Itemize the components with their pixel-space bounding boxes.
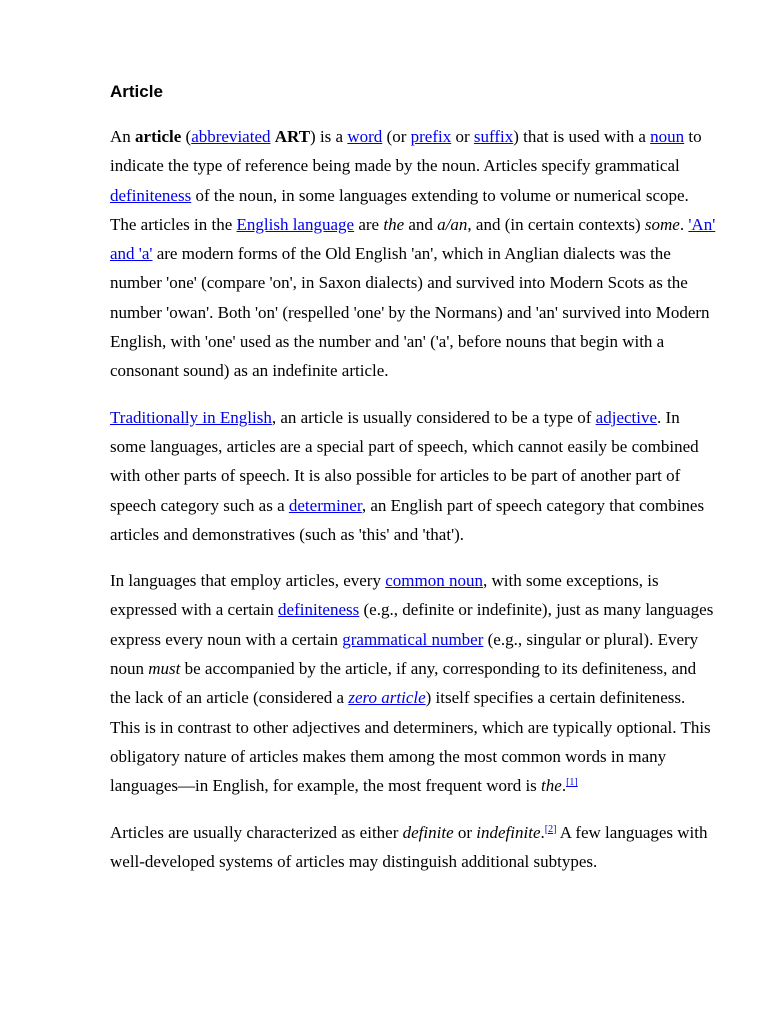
text-run: to indicate the type of reference being made by the noun. Articles specify grammatical [110, 127, 702, 176]
text-run: In languages that employ articles, every [110, 571, 386, 591]
link-definiteness[interactable]: definiteness [278, 600, 360, 620]
text-run: . In some languages, articles are a special part of speech, which cannot easily be combined with other parts of speech. It is also possible for articles to be part of another part of speech category such as a [110, 407, 699, 515]
link-suffix[interactable]: suffix [473, 127, 514, 146]
paragraph-1 [110, 122, 716, 386]
link-noun[interactable]: noun [650, 127, 685, 146]
link-definiteness[interactable]: definiteness [110, 185, 192, 205]
text-run: be accompanied by the article, if any, corresponding to its definiteness, and the lack of an article (considered a [110, 659, 697, 708]
text-run: ) that is used with a [513, 127, 651, 146]
text-run: ) is a [310, 127, 348, 146]
link-zero-article[interactable] [348, 688, 425, 707]
text-run: , an article is usually considered to be a type of [271, 407, 596, 427]
link-determiner[interactable]: determiner [288, 495, 362, 515]
page-title: Article [110, 82, 163, 101]
italic-the: the [383, 214, 405, 234]
link-common-noun[interactable]: common noun [385, 571, 483, 591]
citation-link-2[interactable]: [2] [544, 823, 557, 835]
italic-zero-article: zero article [348, 688, 426, 708]
italic-the: the [541, 776, 562, 796]
text-run: An [110, 127, 136, 146]
paragraph-4 [110, 818, 716, 877]
text-run: . [540, 822, 545, 842]
italic-indefinite: indefinite [476, 822, 541, 842]
text-run: . [561, 776, 567, 796]
link-traditionally-in-english[interactable]: Traditionally in English [110, 407, 272, 427]
text-run: , with some exceptions, is expressed with a certain [110, 571, 659, 620]
text-run: or [451, 127, 474, 146]
citation-link-1[interactable]: [1] [566, 777, 578, 789]
text-run: (e.g., singular or plural). Every noun [110, 629, 699, 679]
text-run: of the noun, in some languages extending to volume or numerical scope. The articles in the [110, 185, 689, 234]
link-grammatical-number[interactable]: grammatical number [342, 629, 484, 649]
citation-1 [566, 777, 578, 788]
link-an-and-a[interactable]: 'An' and 'a' [110, 214, 716, 264]
italic-must: must [148, 659, 181, 679]
text-run: Articles are usually characterized as either [110, 822, 403, 842]
paragraph-2 [110, 403, 716, 549]
link-prefix[interactable]: prefix [410, 127, 452, 146]
text-run: (e.g., definite or indefinite), just as many languages express every noun with a certain [110, 600, 714, 649]
text-run: , an English part of speech category that combines articles and demonstratives (such as 'this' and 'that'). [110, 495, 705, 544]
text-run: ( [181, 127, 192, 146]
citation-2 [545, 824, 557, 835]
text-run: and [404, 214, 438, 234]
text-run: ) itself specifies a certain definiteness. This is in contrast to other adjectives and determiners, which are typically optional. This obligatory nature of articles makes them among the most common words in many languages—in English, for example, the most frequent word is [110, 688, 711, 796]
text-run: , and (in certain contexts) [467, 214, 645, 234]
italic-a-an: a/an [437, 214, 468, 234]
text-run: or [453, 822, 477, 842]
text-run: are [354, 214, 384, 234]
link-adjective[interactable]: adjective [595, 407, 658, 427]
bold-term-article: article [135, 127, 182, 146]
article-page [110, 80, 716, 893]
bold-abbreviation: ART [274, 127, 311, 146]
link-word[interactable]: word [347, 127, 383, 146]
text-run: (or [382, 127, 411, 146]
italic-some: some [644, 214, 680, 234]
text-run: A few languages with well-developed systems of articles may distinguish additional subtypes. [110, 822, 708, 871]
link-english-language[interactable]: English language [236, 214, 355, 234]
italic-definite: definite [402, 822, 454, 842]
text-run: . [679, 214, 689, 234]
paragraph-3 [110, 566, 716, 800]
link-abbreviated[interactable]: abbreviated [191, 127, 271, 146]
text-run: are modern forms of the Old English 'an', which in Anglian dialects was the number 'one' (compare 'on', in Saxon dialects) and survived into Modern Scots as the number 'owan'. Both 'on' (respelled 'one' by the Normans) and 'an' survived into Modern English, with 'one' used as the number and 'an' ('a', before nouns that begin with a consonant sound) as an indefinite article. [110, 244, 710, 381]
